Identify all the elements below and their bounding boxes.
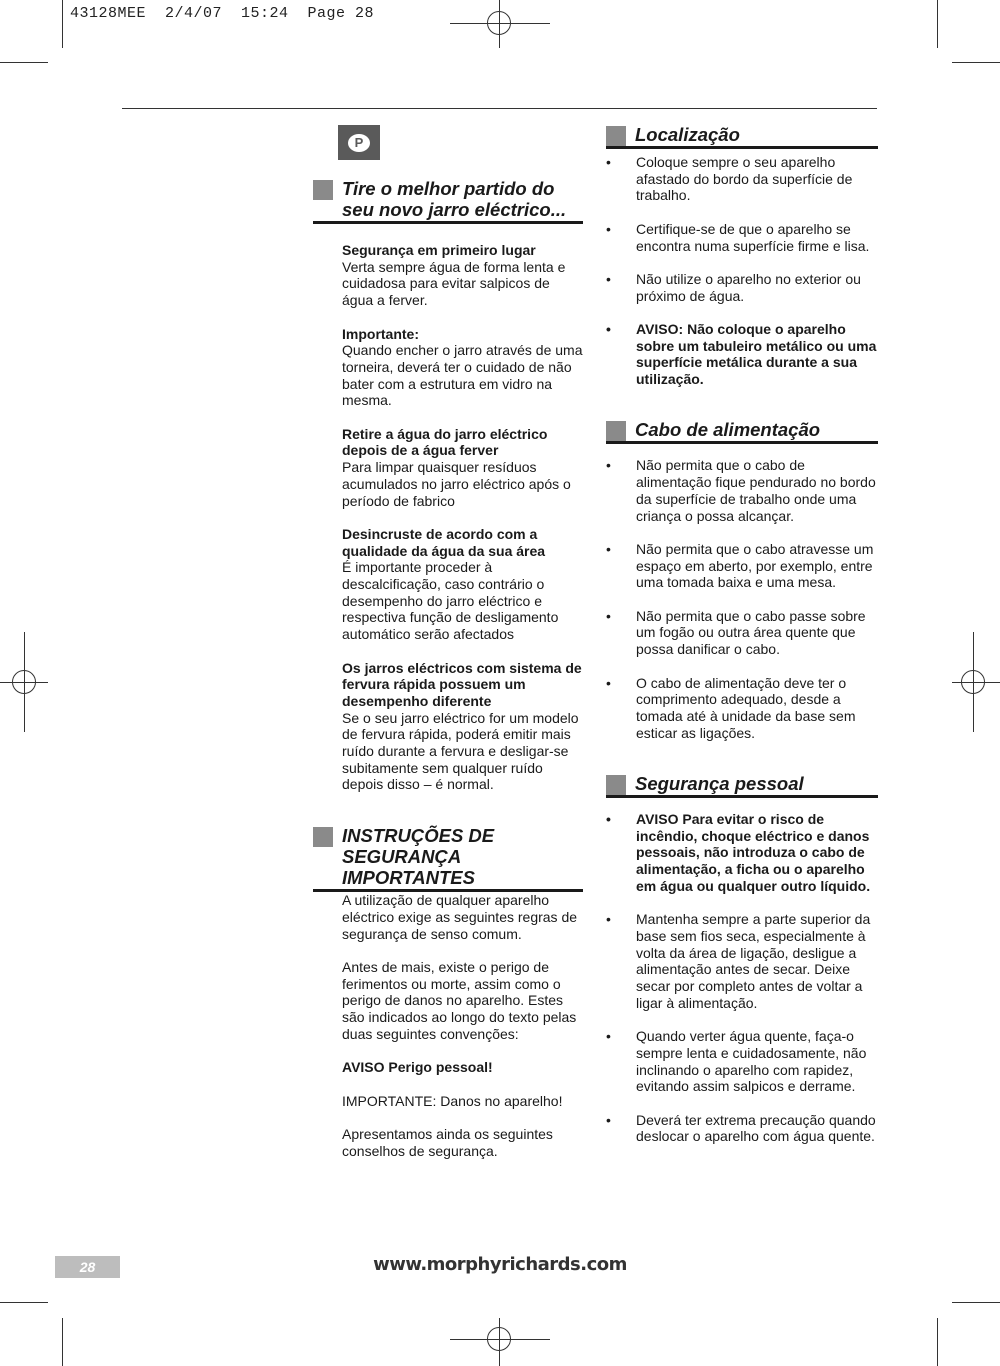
list-item: • Coloque sempre o seu aparelho afastado do bordo da superfície de trabalho. (606, 154, 853, 204)
left-column (313, 178, 583, 1159)
heading-marker (606, 126, 626, 146)
safety-important-convention: IMPORTANTE: Danos no aparelho! (342, 1092, 563, 1109)
power-cord-heading-text: Cabo de alimentação (635, 419, 821, 441)
power-cord-list (606, 457, 878, 741)
list-item: • Deverá ter extrema precaução quando deslocar o aparelho com água quente. (606, 1111, 876, 1145)
list-item-warning: • AVISO: Não coloque o aparelho sobre um tabuleiro metálico ou uma superfície metálica durante a sua utilização. (606, 320, 877, 388)
tip-block (313, 242, 583, 309)
personal-safety-heading-text: Segurança pessoal (635, 773, 804, 795)
list-item: • Quando verter água quente, faça-o sempre lenta e cuidadosamente, não inclinando o aparelho com rapidez, evitando assim salpicos e derrame. (606, 1028, 867, 1095)
personal-safety-heading (606, 773, 878, 798)
intro-heading-text: Tire o melhor partido do seu novo jarro eléctrico... (342, 178, 567, 220)
list-item: • Mantenha sempre a parte superior da base sem fios seca, especialmente à volta da área de ligação, desligue a alimentação antes de secar. Deixe secar por completo antes de voltar a ligar à alimentação. (606, 911, 871, 1011)
language-badge (338, 125, 380, 160)
list-item: • Não permita que o cabo de alimentação fique pendurado no bordo da superfície de trabalho onde uma criança o possa alcançar. (606, 457, 876, 524)
tip-title: Segurança em primeiro lugar (342, 242, 536, 258)
list-item: • O cabo de alimentação deve ter o comprimento adequado, desde a tomada até à unidade da base sem esticar as ligações. (606, 674, 856, 741)
tip-block (313, 660, 583, 794)
heading-marker (313, 180, 333, 200)
intro-heading (313, 178, 583, 224)
tip-text: Verta sempre água de forma lenta e cuidadosa para evitar salpicos de água a ferver. (342, 258, 566, 309)
language-letter: P (348, 134, 370, 152)
safety-heading-text: INSTRUÇÕES DE SEGURANÇA IMPORTANTES (342, 825, 495, 889)
page-number: 28 (55, 1256, 120, 1278)
power-cord-heading (606, 419, 878, 444)
heading-marker (606, 775, 626, 795)
list-item: • Não permita que o cabo atravesse um espaço em aberto, por exemplo, entre uma tomada baixa e uma mesa. (606, 540, 874, 591)
personal-safety-list (606, 811, 878, 1145)
tip-text: Para limpar quaisquer resíduos acumulados no jarro eléctrico após o período de fabrico (342, 459, 571, 509)
safety-paragraph: Antes de mais, existe o perigo de ferimentos ou morte, assim como o perigo de danos no aparelho. Estes são indicados ao longo do texto pelas duas seguintes convenções: (342, 958, 577, 1042)
tip-title: Os jarros eléctricos com sistema de fervura rápida possuem um desempenho diferente (342, 659, 582, 709)
heading-marker (313, 827, 333, 847)
safety-paragraph: Apresentamos ainda os seguintes conselhos de segurança. (342, 1125, 553, 1159)
tip-text: Se o seu jarro eléctrico for um modelo de fervura rápida, poderá emitir mais ruído durante a fervura e desligar-se subitamente sem qualquer ruído depois disso – é normal. (342, 709, 579, 793)
tip-text: Quando encher o jarro através de uma torneira, deverá ter o cuidado de não bater com a estrutura em vidro na mesma. (342, 342, 583, 409)
list-item: • Não utilize o aparelho no exterior ou próximo de água. (606, 270, 861, 304)
tip-block (313, 426, 583, 510)
right-column (606, 124, 878, 1162)
location-list (606, 154, 878, 388)
tip-block (313, 326, 583, 410)
top-rule (122, 108, 877, 109)
list-item-warning: • AVISO Para evitar o risco de incêndio, choque eléctrico e danos pessoais, não introduza o cabo de alimentação, a ficha ou o aparelho em água ou qualquer outro líquido. (606, 811, 871, 894)
tip-title: Retire a água do jarro eléctrico depois de a água ferver (342, 425, 548, 459)
website-url[interactable]: www.morphyrichards.com (373, 1254, 627, 1275)
tip-block (313, 526, 583, 643)
safety-heading (313, 825, 583, 892)
tip-title: Importante: (342, 325, 419, 342)
safety-paragraph: A utilização de qualquer aparelho eléctrico exige as seguintes regras de segurança de senso comum. (342, 892, 578, 942)
safety-warning-convention: AVISO Perigo pessoal! (342, 1059, 493, 1076)
heading-marker (606, 421, 626, 441)
tip-title: Desincruste de acordo com a qualidade da água da sua área (342, 525, 546, 559)
location-heading (606, 124, 878, 149)
list-item: • Não permita que o cabo passe sobre um fogão ou outra área quente que possa danificar o cabo. (606, 607, 866, 658)
print-slug: 43128MEE 2/4/07 15:24 Page 28 (70, 5, 375, 22)
list-item: • Certifique-se de que o aparelho se encontra numa superfície firme e lisa. (606, 220, 870, 254)
tip-text: É importante proceder à descalcificação, caso contrário o desempenho do jarro eléctrico e respectiva função de desligamento automático serão afectados (342, 559, 559, 643)
location-heading-text: Localização (635, 124, 740, 145)
